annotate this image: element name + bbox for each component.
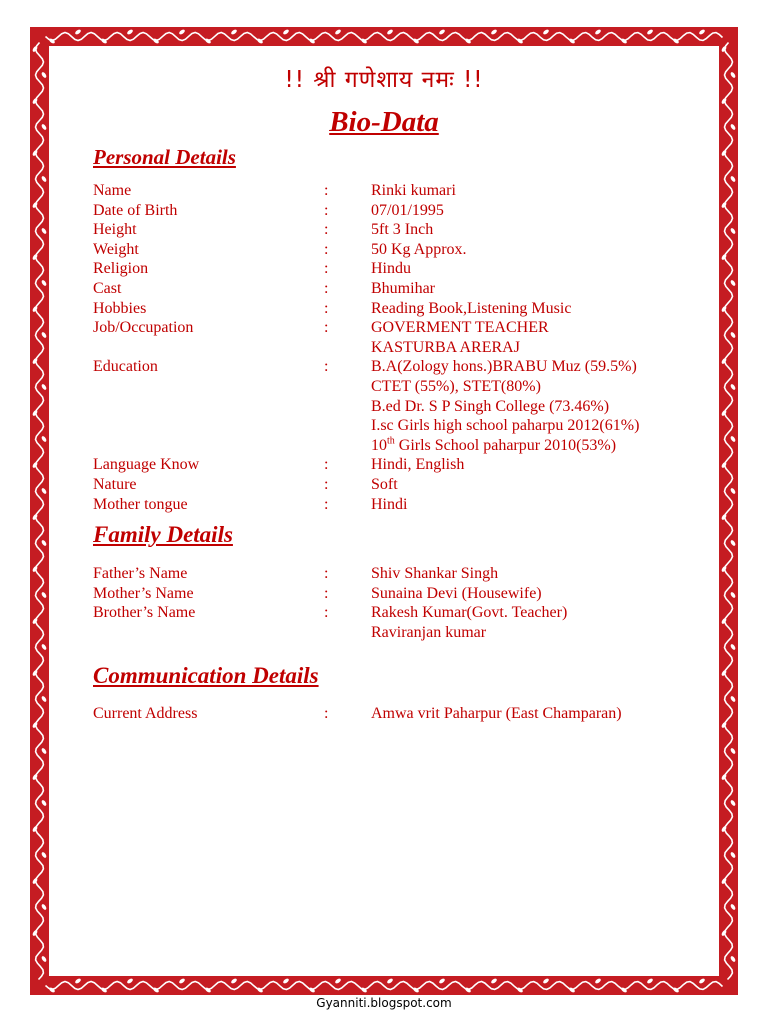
detail-separator: : [324, 456, 329, 474]
detail-row [93, 436, 693, 456]
detail-label: Mother’s Name [93, 584, 194, 602]
detail-value: KASTURBA ARERAJ [371, 338, 520, 356]
detail-label: Education [93, 358, 158, 376]
detail-label: Job/Occupation [93, 319, 194, 337]
bio-data-page [49, 46, 719, 976]
detail-row [93, 318, 693, 338]
family-details-heading: Family Details [93, 522, 233, 547]
detail-row [93, 495, 693, 515]
detail-value: 10th Girls School paharpur 2010(53%) [371, 435, 617, 454]
detail-value: Soft [371, 476, 398, 493]
detail-separator: : [324, 584, 329, 602]
detail-separator: : [324, 604, 329, 622]
detail-label: Weight [93, 240, 139, 258]
detail-label: Nature [93, 476, 137, 493]
detail-row [93, 220, 693, 240]
detail-row [93, 397, 693, 417]
page-title: Bio-Data [329, 106, 439, 138]
detail-label: Language Know [93, 456, 200, 474]
detail-separator: : [324, 240, 329, 258]
personal-details-heading: Personal Details [93, 145, 236, 169]
detail-label: Father’s Name [93, 565, 188, 582]
detail-row [93, 338, 693, 358]
detail-row [93, 240, 693, 260]
detail-row [93, 584, 693, 604]
detail-value: 50 Kg Approx. [371, 240, 467, 258]
detail-value: Hindi [371, 495, 408, 513]
detail-label: Mother tongue [93, 495, 188, 513]
detail-label: Cast [93, 280, 122, 297]
detail-label: Date of Birth [93, 201, 178, 219]
detail-row [93, 475, 693, 495]
detail-label: Current Address [93, 705, 198, 722]
detail-separator: : [324, 280, 329, 297]
detail-separator: : [324, 319, 329, 337]
invocation-heading: !! श्री गणेशाय नमः !! [284, 67, 484, 93]
detail-row [93, 377, 693, 397]
detail-value: Rinki kumari [371, 182, 456, 199]
detail-value: Rakesh Kumar(Govt. Teacher) [371, 604, 568, 622]
detail-separator: : [324, 476, 329, 493]
detail-label: Religion [93, 260, 149, 278]
detail-value: B.ed Dr. S P Singh College (73.46%) [371, 397, 610, 415]
detail-value: Hindu [371, 260, 411, 278]
detail-row [93, 416, 693, 436]
detail-value: Sunaina Devi (Housewife) [371, 584, 542, 602]
detail-separator: : [324, 705, 329, 722]
detail-separator: : [324, 260, 329, 278]
detail-row [93, 357, 693, 377]
detail-row [93, 259, 693, 279]
detail-value: Raviranjan kumar [371, 623, 487, 641]
detail-separator: : [324, 299, 329, 317]
detail-value: B.A(Zology hons.)BRABU Muz (59.5%) [371, 358, 637, 376]
detail-separator: : [324, 182, 329, 199]
detail-separator: : [324, 201, 329, 219]
detail-row [93, 279, 693, 299]
detail-row [93, 181, 693, 201]
detail-separator: : [324, 565, 329, 582]
communication-details-heading: Communication Details [93, 663, 319, 688]
detail-value: Bhumihar [371, 280, 435, 297]
detail-row [93, 623, 693, 643]
detail-separator: : [324, 495, 329, 513]
detail-value: I.sc Girls high school paharpu 2012(61%) [371, 417, 640, 435]
detail-label: Brother’s Name [93, 604, 196, 622]
detail-value: Hindi, English [371, 456, 465, 474]
detail-value: CTET (55%), STET(80%) [371, 378, 541, 395]
detail-value: GOVERMENT TEACHER [371, 319, 549, 337]
detail-row [93, 455, 693, 475]
detail-value: 5ft 3 Inch [371, 221, 434, 239]
footer-credit: Gyanniti.blogspot.com [316, 996, 452, 1010]
detail-row [93, 564, 693, 584]
detail-separator: : [324, 358, 329, 376]
detail-value: Amwa vrit Paharpur (East Champaran) [371, 705, 622, 722]
detail-label: Name [93, 182, 132, 199]
detail-value: Reading Book,Listening Music [371, 299, 572, 317]
detail-label: Hobbies [93, 299, 147, 317]
detail-row [93, 299, 693, 319]
detail-row [93, 201, 693, 221]
detail-label: Height [93, 221, 137, 239]
detail-row [93, 704, 693, 724]
detail-separator: : [324, 221, 329, 239]
detail-row [93, 603, 693, 623]
ordinal-suffix: th [387, 435, 395, 447]
detail-value: Shiv Shankar Singh [371, 565, 499, 582]
detail-value: 07/01/1995 [371, 201, 444, 219]
